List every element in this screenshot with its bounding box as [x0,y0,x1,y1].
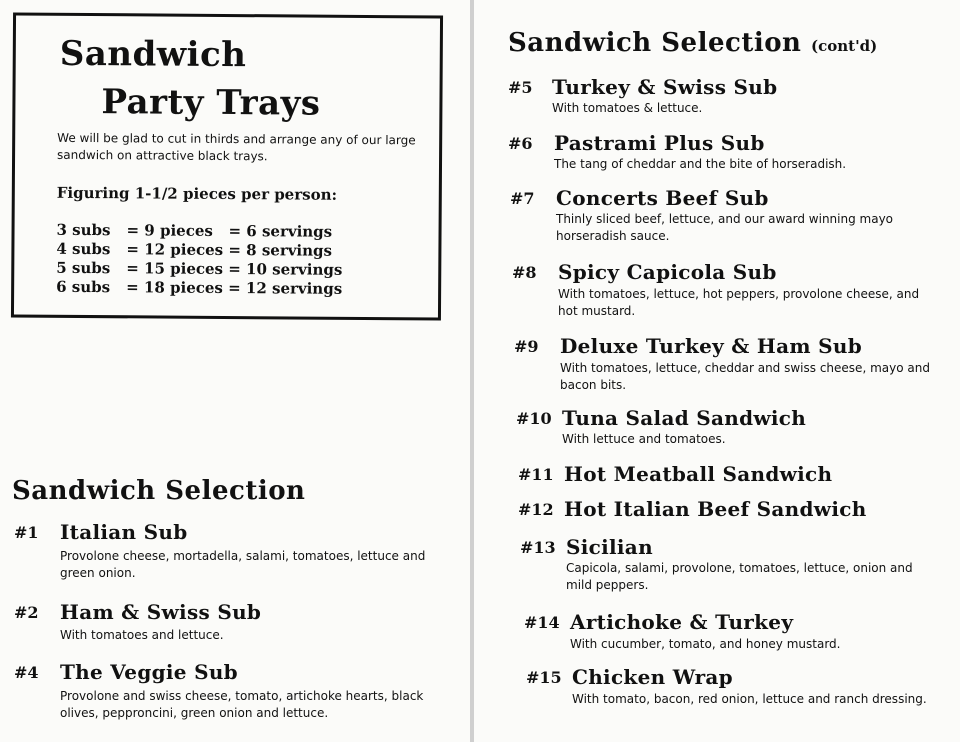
party-trays-figuring: Figuring 1-1/2 pieces per person: [56,183,338,204]
left-page [0,0,470,742]
party-trays-title-line1: Sandwich [59,33,247,76]
party-trays-description: We will be glad to cut in thirds and arrange any of our large sandwich on attractive black trays. [57,130,416,164]
item-name: Turkey & Swiss Sub [552,75,778,99]
item-number: #13 [520,538,556,557]
party-trays-box [11,13,443,321]
item-number: #10 [516,409,552,428]
item-description: Provolone cheese, mortadella, salami, tomatoes, lettuce and green onion. [60,549,426,580]
item-description: With lettuce and tomatoes. [562,432,726,446]
item-number: #9 [514,337,539,356]
item-description: Thinly sliced beef, lettuce, and our award winning mayo horseradish sauce. [556,212,894,243]
tray-pieces: = 12 pieces [126,240,224,259]
item-name: Sicilian [566,535,653,559]
menu-item [514,334,954,396]
menu-item [14,520,454,580]
item-name: Spicy Capicola Sub [558,260,777,284]
right-section-title-text: Sandwich Selection [508,28,802,58]
item-name: Ham & Swiss Sub [60,600,262,624]
menu-item [510,186,950,248]
tray-subs: 6 subs [56,277,111,297]
item-name: Concerts Beef Sub [556,186,769,210]
menu-item [526,665,946,715]
menu-item [14,600,454,645]
tray-servings: = 6 servings [228,222,333,241]
item-number: #1 [14,523,39,542]
item-description: Capicola, salami, provolone, tomatoes, lettuce, onion and mild peppers. [566,561,913,592]
menu-item [516,406,956,451]
item-name: Pastrami Plus Sub [554,131,765,155]
item-description: With tomato, bacon, red onion, lettuce and ranch dressing. [572,692,927,706]
item-name: Italian Sub [60,520,188,544]
item-name: Hot Italian Beef Sandwich [564,497,867,521]
left-section-title: Sandwich Selection [12,476,306,506]
menu-item [524,610,944,655]
menu-item [512,260,952,322]
right-section-title-suffix: (cont'd) [811,37,878,55]
item-name: Tuna Salad Sandwich [562,406,807,430]
item-number: #2 [14,603,39,622]
item-description: With tomatoes, lettuce, cheddar and swiss cheese, mayo and bacon bits. [560,361,930,392]
tray-row [56,278,368,299]
item-number: #14 [524,613,560,632]
menu-item [518,497,958,527]
party-trays-table [56,221,369,299]
item-description: With tomatoes and lettuce. [60,628,224,642]
tray-subs: 5 subs [56,258,111,278]
item-number: #4 [14,663,39,682]
tray-row [56,259,368,280]
item-number: #6 [508,134,533,153]
item-number: #12 [518,500,554,519]
tray-pieces: = 9 pieces [126,221,213,240]
tray-servings: = 12 servings [228,279,343,298]
tray-row [56,240,368,261]
tray-pieces: = 15 pieces [126,259,224,278]
item-name: The Veggie Sub [60,660,238,684]
tray-pieces: = 18 pieces [126,278,223,297]
menu-item [14,660,464,730]
item-name: Hot Meatball Sandwich [564,462,833,486]
tray-subs: 3 subs [56,220,111,240]
item-description: With cucumber, tomato, and honey mustard. [570,637,841,651]
menu-item [508,131,948,176]
tray-servings: = 10 servings [228,260,343,279]
item-number: #7 [510,189,535,208]
tray-subs: 4 subs [56,239,111,259]
tray-servings: = 8 servings [228,241,333,260]
item-name: Chicken Wrap [572,665,733,689]
right-page [474,0,960,742]
menu-item [518,462,958,492]
menu-item [520,535,960,597]
item-number: #11 [518,465,554,484]
party-trays-title-line2: Party Trays [101,82,321,124]
right-section-title [508,28,877,58]
item-description: With tomatoes, lettuce, hot peppers, provolone cheese, and hot mustard. [558,287,920,318]
item-number: #15 [526,668,562,687]
item-description: The tang of cheddar and the bite of horseradish. [554,157,847,171]
item-number: #5 [508,78,533,97]
menu-item [508,75,948,120]
item-name: Artichoke & Turkey [570,610,794,634]
item-description: With tomatoes & lettuce. [552,101,703,115]
item-number: #8 [512,263,537,282]
tray-row [56,221,368,242]
item-description: Provolone and swiss cheese, tomato, artichoke hearts, black olives, pepproncini, green onion and lettuce. [60,689,424,720]
item-name: Deluxe Turkey & Ham Sub [560,334,862,358]
